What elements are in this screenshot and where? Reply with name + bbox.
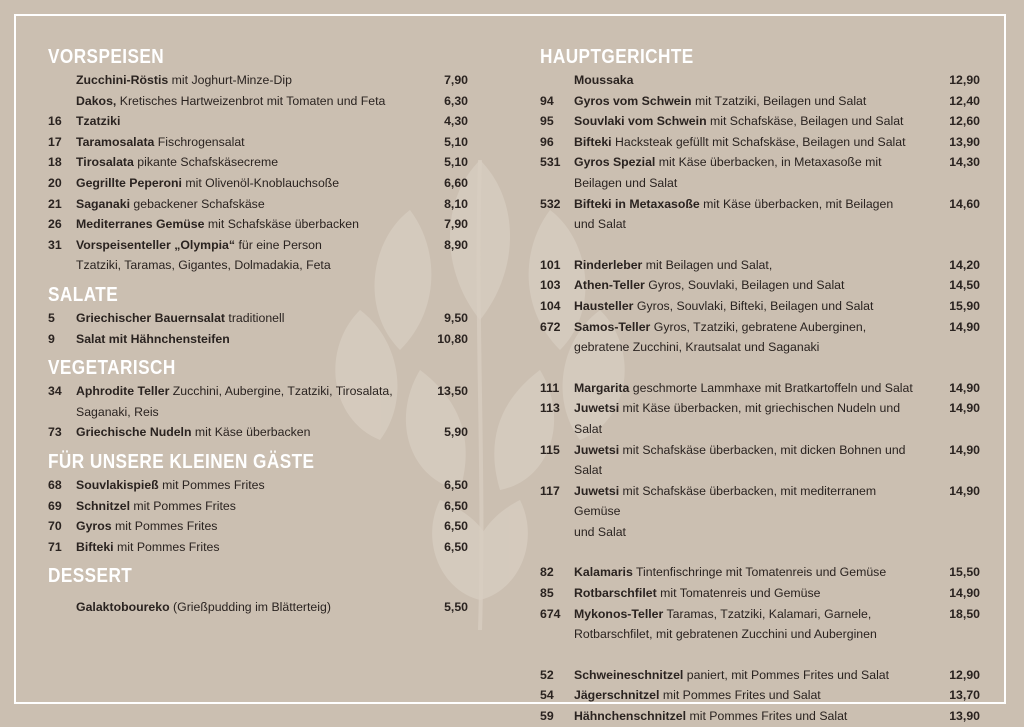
item-description-block	[574, 70, 925, 91]
item-description-block	[76, 111, 418, 132]
item-number: 95	[540, 114, 554, 129]
item-desc: Tintenfischringe mit Tomatenreis und Gemüse	[636, 565, 887, 580]
item-number	[540, 522, 574, 543]
menu-group	[540, 70, 980, 235]
item-name: Hausteller	[574, 298, 634, 313]
menu-item	[540, 173, 980, 194]
item-desc: Taramas, Tzatziki, Kalamari, Garnele,	[666, 606, 872, 621]
menu-item	[540, 111, 980, 132]
item-number: 34	[48, 384, 62, 399]
item-description-block	[574, 214, 925, 235]
menu-section	[48, 282, 468, 349]
item-price: 5,10	[444, 155, 468, 170]
item-name: Athen-Teller	[574, 278, 645, 293]
menu-item	[48, 91, 468, 112]
item-number	[540, 173, 574, 194]
item-price: 14,30	[949, 155, 980, 170]
item-desc: mit Pommes Frites	[133, 498, 236, 513]
item-number: 69	[48, 498, 62, 513]
menu-item	[540, 214, 980, 235]
item-desc: mit Pommes Frites	[162, 477, 265, 492]
item-price: 12,60	[949, 114, 980, 129]
item-description-block	[76, 152, 418, 173]
item-desc: mit Pommes Frites	[117, 539, 220, 554]
item-name: Gyros	[76, 519, 112, 534]
menu-item	[540, 378, 980, 399]
menu-item	[540, 398, 980, 439]
menu-item	[48, 255, 468, 276]
menu-item	[540, 604, 980, 625]
item-description-block	[574, 194, 925, 215]
item-number	[540, 624, 574, 645]
item-desc: und Salat	[574, 217, 626, 232]
item-desc: für eine Person	[238, 237, 322, 252]
item-name: Mediterranes Gemüse	[76, 217, 205, 232]
item-name: Gyros Spezial	[574, 155, 656, 170]
item-description-block	[574, 583, 925, 604]
group-spacer	[540, 542, 980, 562]
item-number: 9	[48, 331, 55, 346]
item-price: 5,90	[444, 425, 468, 440]
item-price: 8,10	[444, 196, 468, 211]
item-number: 111	[540, 380, 560, 395]
item-desc: mit Schafskäse überbacken, mit dicken Bohnen und Salat	[574, 442, 906, 478]
item-desc: mit Joghurt-Minze-Dip	[171, 73, 292, 87]
item-number: 20	[48, 175, 62, 190]
group-spacer	[540, 358, 980, 378]
item-description-block	[76, 597, 418, 618]
item-number	[48, 91, 76, 112]
item-price: 14,90	[949, 483, 980, 498]
menu-item	[48, 402, 468, 423]
item-price: 14,90	[949, 319, 980, 334]
item-name: Griechischer Bauernsalat	[76, 310, 225, 325]
item-price: 13,90	[949, 134, 980, 149]
item-name: Zucchini-Röstis	[76, 73, 169, 87]
menu-item	[48, 132, 468, 153]
item-price: 14,90	[949, 401, 980, 416]
menu-item	[48, 475, 468, 496]
item-description-block	[574, 685, 925, 706]
menu-item	[48, 537, 468, 558]
item-name: Dakos,	[76, 93, 117, 108]
item-name: Souvlakispieß	[76, 477, 159, 492]
section-title: VEGETARISCH	[48, 357, 176, 380]
item-name: Schweineschnitzel	[574, 667, 684, 682]
item-price: 6,50	[444, 539, 468, 554]
item-number	[540, 214, 574, 235]
item-price	[418, 255, 468, 276]
right-column	[540, 44, 980, 727]
menu-section	[48, 449, 468, 557]
item-price: 4,30	[444, 114, 468, 129]
item-price: 10,80	[437, 331, 468, 346]
item-price: 13,70	[949, 688, 980, 703]
item-price: 6,50	[444, 477, 468, 492]
item-number: 113	[540, 401, 560, 416]
item-price: 14,90	[949, 380, 980, 395]
menu-item	[540, 624, 980, 645]
item-description-block	[76, 329, 418, 350]
item-desc: mit Käse überbacken, mit griechischen Nudeln und Salat	[574, 401, 901, 436]
item-desc: pikante Schafskäsecreme	[137, 155, 279, 170]
item-number: 532	[540, 196, 561, 211]
menu-item	[540, 706, 980, 727]
menu-item	[540, 665, 980, 686]
menu-item	[48, 381, 468, 402]
item-number: 31	[48, 237, 62, 252]
item-number: 115	[540, 442, 560, 457]
item-desc: Fischrogensalat	[157, 134, 245, 149]
section-title: FÜR UNSERE KLEINEN GÄSTE	[48, 450, 315, 473]
item-price: 12,40	[949, 93, 980, 108]
item-number: 59	[540, 709, 554, 724]
item-price: 8,90	[444, 237, 468, 252]
item-description-block	[574, 624, 925, 645]
item-number	[48, 597, 76, 618]
item-description-block	[574, 398, 925, 439]
item-price	[925, 522, 980, 543]
menu-item	[48, 329, 468, 350]
item-name: Bifteki in Metaxasoße	[574, 196, 700, 211]
left-column	[48, 44, 468, 618]
item-desc: mit Olivenöl-Knoblauchsoße	[185, 175, 340, 190]
item-number: 73	[48, 425, 62, 440]
item-name: Gegrillte Peperoni	[76, 175, 182, 190]
item-number	[48, 70, 76, 91]
item-desc: (Grießpudding im Blätterteig)	[173, 600, 331, 615]
item-description-block	[574, 604, 925, 625]
item-number: 52	[540, 667, 554, 682]
item-number: 68	[48, 477, 62, 492]
menu-item	[48, 235, 468, 256]
item-description-block	[76, 255, 418, 276]
item-description-block	[76, 516, 418, 537]
item-name: Bifteki	[574, 134, 612, 149]
item-price	[925, 624, 980, 645]
item-name: Souvlaki vom Schwein	[574, 114, 707, 129]
item-name: Mykonos-Teller	[574, 606, 664, 621]
item-desc: mit Schafskäse, Beilagen und Salat	[710, 114, 904, 129]
item-desc: mit Beilagen und Salat,	[645, 257, 773, 272]
item-name: Samos-Teller	[574, 319, 651, 334]
item-number	[540, 70, 574, 91]
item-price: 6,30	[444, 93, 468, 108]
item-description-block	[76, 173, 418, 194]
item-name: Gyros vom Schwein	[574, 93, 692, 108]
item-name: Vorspeisenteller „Olympia“	[76, 237, 236, 252]
item-desc: gebratene Zucchini, Krautsalat und Saganaki	[574, 340, 820, 355]
item-number: 103	[540, 278, 561, 293]
menu-item	[48, 194, 468, 215]
menu-item	[540, 337, 980, 358]
item-description-block	[574, 440, 925, 481]
item-description-block	[574, 152, 925, 173]
menu-item	[540, 194, 980, 215]
item-description-block	[574, 91, 925, 112]
item-number: 674	[540, 606, 561, 621]
item-description-block	[574, 481, 925, 522]
group-spacer	[540, 235, 980, 255]
item-name: Jägerschnitzel	[574, 688, 660, 703]
item-number: 70	[48, 519, 62, 534]
item-description-block	[574, 378, 925, 399]
item-desc: Hacksteak gefüllt mit Schafskäse, Beilagen und Salat	[615, 134, 906, 149]
item-description-block	[76, 422, 418, 443]
item-name: Saganaki	[76, 196, 130, 211]
menu-item	[540, 685, 980, 706]
item-number: 672	[540, 319, 561, 334]
menu-item	[540, 132, 980, 153]
item-description-block	[574, 111, 925, 132]
item-number	[48, 402, 76, 423]
item-desc: mit Käse überbacken, mit Beilagen	[703, 196, 894, 211]
item-name: Tzatziki	[76, 114, 121, 129]
item-desc: mit Pommes Frites und Salat	[689, 709, 848, 724]
item-desc: Gyros, Souvlaki, Bifteki, Beilagen und Salat	[636, 298, 874, 313]
item-number: 82	[540, 565, 554, 580]
item-name: Kalamaris	[574, 565, 633, 580]
group-spacer	[540, 645, 980, 665]
menu-section	[48, 44, 468, 276]
item-number: 21	[48, 196, 62, 211]
item-desc: Tzatziki, Taramas, Gigantes, Dolmadakia, Feta	[76, 258, 331, 273]
item-desc: Saganaki, Reis	[76, 404, 159, 419]
item-name: Salat mit Hähnchensteifen	[76, 331, 230, 346]
item-name: Hähnchenschnitzel	[574, 709, 687, 724]
item-desc: mit Pommes Frites	[114, 519, 218, 534]
item-description-block	[574, 173, 925, 194]
menu-section	[48, 563, 468, 618]
item-description-block	[574, 706, 925, 727]
item-description-block	[574, 337, 925, 358]
item-desc: mit Pommes Frites und Salat	[662, 688, 821, 703]
item-description-block	[76, 475, 418, 496]
menu-item	[48, 214, 468, 235]
item-desc: geschmorte Lammhaxe mit Bratkartoffeln und Salat	[632, 380, 913, 395]
item-desc: mit Tomatenreis und Gemüse	[660, 586, 821, 601]
item-price: 13,90	[949, 709, 980, 724]
item-price	[925, 173, 980, 194]
item-description-block	[574, 296, 925, 317]
item-name: Bifteki	[76, 539, 114, 554]
menu-item	[48, 173, 468, 194]
item-description-block	[76, 214, 418, 235]
section-title: VORSPEISEN	[48, 46, 165, 68]
item-number: 94	[540, 93, 554, 108]
menu-item	[540, 317, 980, 338]
item-desc: mit Schafskäse überbacken, mit mediterranem Gemüse	[574, 483, 877, 519]
menu-item	[540, 275, 980, 296]
item-desc: mit Tzatziki, Beilagen und Salat	[694, 93, 867, 108]
menu-group	[540, 562, 980, 644]
item-description-block	[76, 402, 418, 423]
menu-item	[48, 422, 468, 443]
item-price: 14,50	[949, 278, 980, 293]
menu-item	[540, 583, 980, 604]
item-description-block	[76, 132, 418, 153]
item-desc: mit Schafskäse überbacken	[207, 217, 359, 232]
item-desc: mit Käse überbacken, in Metaxasoße mit	[658, 155, 882, 170]
item-number: 26	[48, 217, 62, 232]
item-price: 15,50	[949, 565, 980, 580]
item-number: 54	[540, 688, 554, 703]
item-price: 14,20	[949, 257, 980, 272]
menu-item	[540, 296, 980, 317]
item-price	[418, 402, 468, 423]
section-title: SALATE	[48, 283, 119, 306]
menu-item	[540, 562, 980, 583]
menu-item	[540, 255, 980, 276]
menu-item	[48, 516, 468, 537]
menu-item	[540, 70, 980, 91]
item-price: 13,50	[437, 384, 468, 399]
item-desc: Zucchini, Aubergine, Tzatziki, Tirosalata,	[172, 384, 393, 399]
menu-item	[48, 496, 468, 517]
item-description-block	[76, 91, 418, 112]
item-name: Margarita	[574, 380, 630, 395]
item-price: 7,90	[444, 73, 468, 87]
item-number: 16	[48, 114, 62, 129]
item-desc: Kretisches Hartweizenbrot mit Tomaten und Feta	[119, 93, 386, 108]
item-price: 14,90	[949, 442, 980, 457]
item-name: Juwetsi	[574, 401, 620, 416]
menu-item	[540, 152, 980, 173]
item-name: Griechische Nudeln	[76, 425, 192, 440]
menu-item	[540, 91, 980, 112]
menu-group	[540, 665, 980, 727]
item-desc: paniert, mit Pommes Frites und Salat	[686, 667, 890, 682]
item-description-block	[76, 308, 418, 329]
item-number: 104	[540, 298, 561, 313]
item-name: Taramosalata	[76, 134, 155, 149]
item-name: Galaktoboureko	[76, 600, 170, 615]
item-description-block	[574, 665, 925, 686]
item-name: Moussaka	[574, 73, 634, 87]
item-description-block	[76, 537, 418, 558]
item-number: 85	[540, 586, 554, 601]
item-price: 18,50	[949, 606, 980, 621]
menu-item	[48, 152, 468, 173]
item-description-block	[76, 381, 418, 402]
menu-group	[540, 378, 980, 543]
item-desc: mit Käse überbacken	[194, 425, 311, 440]
item-price: 14,60	[949, 196, 980, 211]
item-number: 17	[48, 134, 62, 149]
menu-item	[540, 522, 980, 543]
section-title: HAUPTGERICHTE	[540, 46, 694, 68]
menu-item	[48, 308, 468, 329]
item-price: 6,60	[444, 175, 468, 190]
item-price	[925, 214, 980, 235]
item-number	[48, 255, 76, 276]
menu-item	[540, 481, 980, 522]
item-desc: Gyros, Souvlaki, Beilagen und Salat	[648, 278, 845, 293]
item-number: 531	[540, 155, 561, 170]
item-name: Aphrodite Teller	[76, 384, 170, 399]
item-price: 12,90	[949, 73, 980, 87]
item-number: 5	[48, 310, 55, 325]
item-description-block	[76, 70, 418, 91]
menu-item	[48, 111, 468, 132]
item-description-block	[574, 522, 925, 543]
item-price: 6,50	[444, 498, 468, 513]
menu-section	[48, 355, 468, 443]
item-name: Schnitzel	[76, 498, 130, 513]
item-price: 7,90	[444, 217, 468, 232]
item-description-block	[574, 562, 925, 583]
item-price: 5,10	[444, 134, 468, 149]
item-price	[925, 337, 980, 358]
item-description-block	[76, 235, 418, 256]
menu-item	[48, 70, 468, 91]
item-description-block	[76, 194, 418, 215]
item-number: 96	[540, 134, 554, 149]
item-price: 14,90	[949, 586, 980, 601]
item-description-block	[574, 132, 925, 153]
item-description-block	[574, 275, 925, 296]
item-number: 117	[540, 483, 560, 498]
item-price: 6,50	[444, 519, 468, 534]
item-desc: gebackener Schafskäse	[133, 196, 265, 211]
item-desc: Rotbarschfilet, mit gebratenen Zucchini und Auberginen	[574, 627, 877, 642]
item-name: Rotbarschfilet	[574, 586, 657, 601]
item-desc: Beilagen und Salat	[574, 175, 678, 190]
item-description-block	[574, 255, 925, 276]
menu-item	[540, 440, 980, 481]
item-number: 71	[48, 539, 62, 554]
section-title: DESSERT	[48, 565, 133, 588]
item-description-block	[76, 496, 418, 517]
item-name: Juwetsi	[574, 483, 620, 498]
item-price: 15,90	[949, 298, 980, 313]
item-price: 9,50	[444, 310, 468, 325]
item-desc: traditionell	[228, 310, 285, 325]
menu-group	[540, 255, 980, 358]
item-number: 18	[48, 155, 62, 170]
item-name: Tirosalata	[76, 155, 134, 170]
item-desc: Gyros, Tzatziki, gebratene Auberginen,	[653, 319, 867, 334]
item-description-block	[574, 317, 925, 338]
item-name: Juwetsi	[574, 442, 620, 457]
item-number	[540, 337, 574, 358]
item-name: Rinderleber	[574, 257, 643, 272]
menu-item	[48, 597, 468, 618]
item-price: 12,90	[949, 667, 980, 682]
item-desc: und Salat	[574, 524, 626, 539]
item-number: 101	[540, 257, 561, 272]
item-price: 5,50	[444, 600, 468, 615]
